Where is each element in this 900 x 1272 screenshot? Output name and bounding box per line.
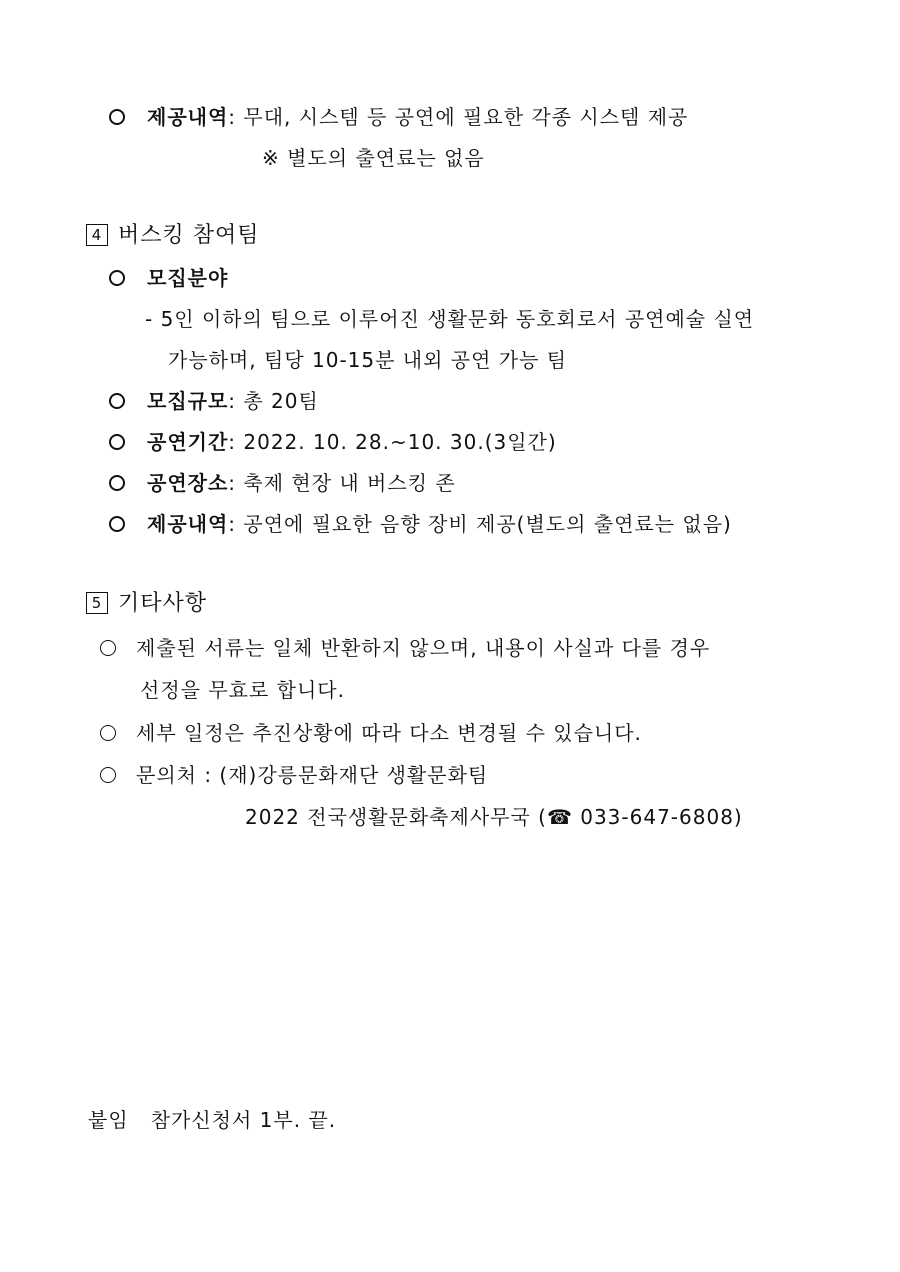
provide-label-busking: 제공내역 [147, 512, 229, 536]
recruit-scale-label: 모집규모 [147, 389, 229, 413]
section-4-heading [86, 222, 260, 250]
provide-value: 무대, 시스템 등 공연에 필요한 각종 시스템 제공 [236, 105, 689, 129]
contact-line: 2022 전국생활문화축제사무국 (☎ 033-647-6808) [245, 805, 743, 829]
performance-period-value: : 2022. 10. 28.~10. 30.(3일간) [228, 430, 557, 454]
bullet-circle-icon [100, 725, 116, 741]
recruit-field-item [107, 264, 228, 292]
notice-item-3 [100, 761, 488, 789]
recruit-field-desc-1: - 5인 이하의 팀으로 이루어진 생활문화 동호회로서 공연예술 실연 [145, 307, 755, 331]
notice-item-1-line-2: 선정을 무효로 합니다. [140, 678, 345, 702]
bullet-circle-icon [109, 434, 125, 450]
performance-period-item [107, 428, 557, 456]
attachment-label: 붙임 [88, 1108, 129, 1132]
bullet-circle-icon [109, 393, 125, 409]
notice-item-3-text: 문의처 : (재)강릉문화재단 생활문화팀 [136, 763, 489, 787]
recruit-field-label: 모집분야 [147, 266, 229, 290]
provide-colon: : [228, 105, 237, 129]
recruit-field-desc-2: 가능하며, 팀당 10-15분 내외 공연 가능 팀 [168, 348, 568, 372]
section-5-title: 기타사항 [118, 591, 208, 616]
contact-office: 2022 전국생활문화축제사무국 [245, 805, 531, 829]
bullet-circle-icon [109, 475, 125, 491]
provide-item-busking [107, 510, 732, 538]
notice-item-2-text: 세부 일정은 추진상황에 따라 다소 변경될 수 있습니다. [136, 721, 642, 745]
recruit-scale-item [107, 387, 319, 415]
attachment-text: 참가신청서 1부. 끝. [150, 1108, 337, 1132]
notice-item-2 [100, 719, 642, 747]
section-4-title: 버스킹 참여팀 [118, 223, 260, 248]
attachment-line [88, 1106, 336, 1134]
section-5-heading [86, 590, 207, 618]
provide-item [107, 103, 688, 131]
provide-note-text: 별도의 출연료는 없음 [287, 146, 485, 170]
notice-item-1-line-1: 제출된 서류는 일체 반환하지 않으며, 내용이 사실과 다를 경우 [136, 636, 711, 660]
bullet-circle-icon [109, 270, 125, 286]
recruit-scale-value: : 총 20팀 [228, 389, 319, 413]
provide-note [262, 144, 485, 172]
bullet-circle-icon [100, 767, 116, 783]
performance-venue-item [107, 469, 456, 497]
bullet-circle-icon [109, 109, 125, 125]
notice-item-1 [100, 634, 710, 662]
section-number-box: 4 [86, 224, 108, 246]
performance-period-label: 공연기간 [147, 430, 229, 454]
phone-icon: ☎ [546, 805, 573, 829]
provide-label: 제공내역 [147, 105, 229, 129]
section-number-box: 5 [86, 592, 108, 614]
provide-value-busking: : 공연에 필요한 음향 장비 제공(별도의 출연료는 없음) [228, 512, 732, 536]
contact-phone: 033-647-6808 [580, 805, 734, 829]
reference-mark-icon: ※ [262, 146, 280, 170]
performance-venue-label: 공연장소 [147, 471, 229, 495]
bullet-circle-icon [100, 640, 116, 656]
performance-venue-value: : 축제 현장 내 버스킹 존 [228, 471, 456, 495]
bullet-circle-icon [109, 516, 125, 532]
